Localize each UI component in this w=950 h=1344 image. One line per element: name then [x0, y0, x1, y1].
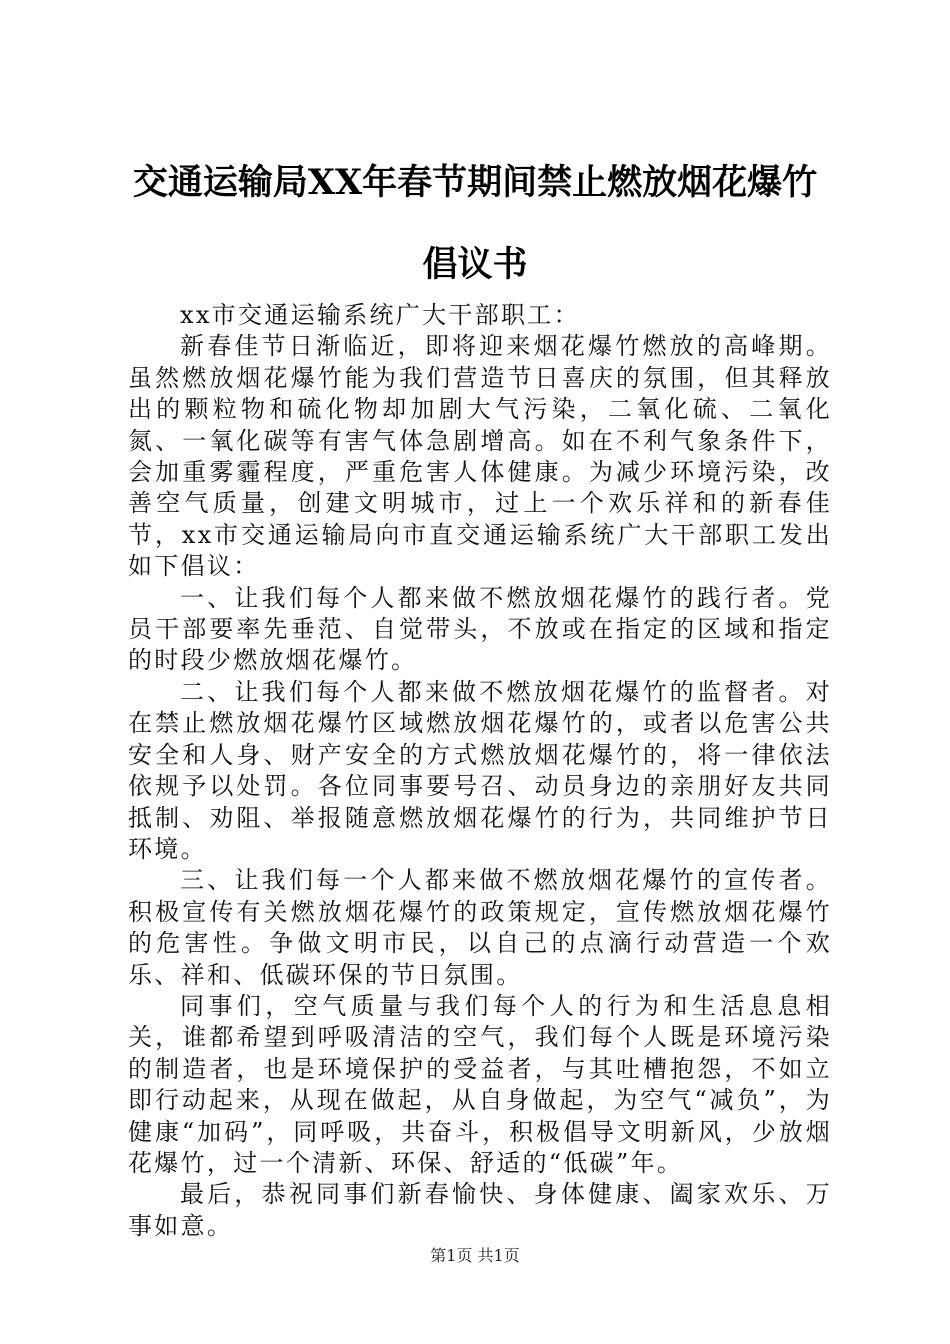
paragraph-item-2: 二、让我们每个人都来做不燃放烟花爆竹的监督者。对在禁止燃放烟花爆竹区域燃放烟花爆竹的，或者以危害公共安全和人身、财产安全的方式燃放烟花爆竹的，将一律依法依规予以处罚。各位同事要号召、动员身边的亲朋好友共同抵制、劝阻、举报随意燃放烟花爆竹的行为，共同维护节日环境。: [128, 677, 832, 863]
paragraph-item-3: 三、让我们每一个人都来做不燃放烟花爆竹的宣传者。积极宣传有关燃放烟花爆竹的政策规定，宣传燃放烟花爆竹的危害性。争做文明市民，以自己的点滴行动营造一个欢乐、祥和、低碳环保的节日氛围。: [128, 866, 832, 989]
salutation: xx市交通运输系统广大干部职工：: [180, 301, 580, 329]
page-footer: 第1页 共1页: [430, 1246, 520, 1265]
document-title: 交通运输局XX年春节期间禁止燃放烟花爆竹: [132, 162, 818, 203]
document-subtitle: 倡议书: [422, 244, 528, 285]
paragraph-intro: 新春佳节日渐临近，即将迎来烟花爆竹燃放的高峰期。虽然燃放烟花爆竹能为我们营造节日喜庆的氛围，但其释放出的颗粒物和硫化物却加剧大气污染，二氧化硫、二氧化氮、一氧化碳等有害气体急剧增高。如在不利气象条件下，会加重雾霾程度，严重危害人体健康。为减少环境污染，改善空气质量，创建文明城市，过上一个欢乐祥和的新春佳节，xx市交通运输局向市直交通运输系统广大干部职工发出如下倡议：: [128, 332, 832, 581]
paragraph-appeal: 同事们，空气质量与我们每个人的行为和生活息息相关，谁都希望到呼吸清洁的空气，我们每个人既是环境污染的制造者，也是环境保护的受益者，与其吐槽抱怨，不如立即行动起来，从现在做起，从自身做起，为空气“减负”，为健康“加码”，同呼吸，共奋斗，积极倡导文明新风，少放烟花爆竹，过一个清新、环保、舒适的“低碳”年。: [128, 991, 832, 1177]
document-body: [128, 300, 832, 1242]
paragraph-item-1: 一、让我们每个人都来做不燃放烟花爆竹的践行者。党员干部要率先垂范、自觉带头，不放或在指定的区域和指定的时段少燃放烟花爆竹。: [128, 583, 832, 675]
paragraph-closing: 最后，恭祝同事们新春愉快、身体健康、阖家欢乐、万事如意。: [128, 1180, 832, 1240]
